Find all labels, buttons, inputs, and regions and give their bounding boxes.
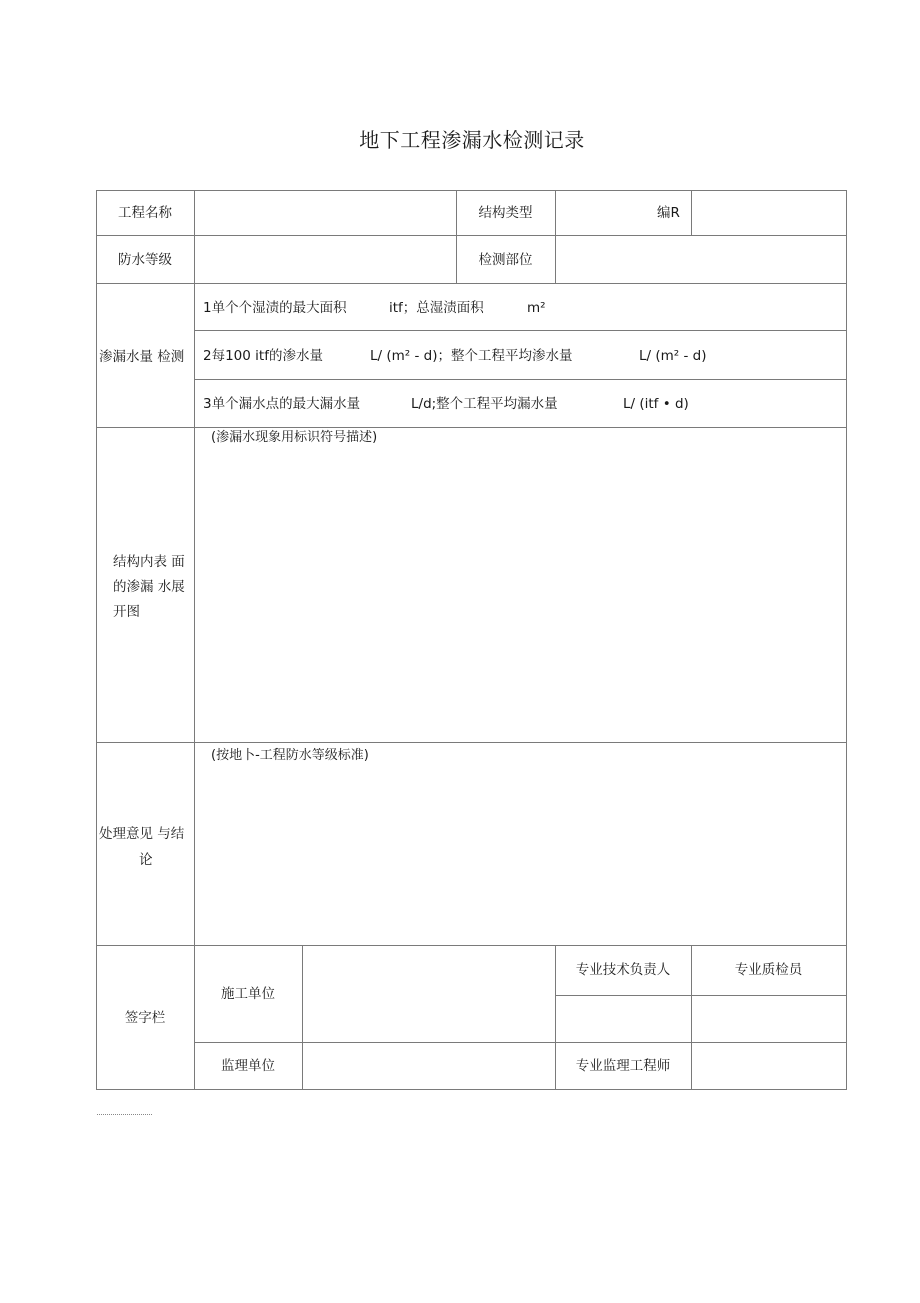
signature-label: 签字栏 xyxy=(124,1010,166,1026)
row-divider xyxy=(96,742,847,743)
supervision-unit-label: 监理单位 xyxy=(221,1058,275,1074)
structure-type-label: 结构类型 xyxy=(478,205,533,221)
surface-map-hint: (渗漏水现象用标识符号描述) xyxy=(211,430,378,445)
opinion-label: 处理意见 与结 xyxy=(99,826,185,842)
code-label: 编R xyxy=(657,205,680,221)
quality-inspector-label: 专业质检员 xyxy=(734,962,803,978)
surface-map-label: 结构内表 面 xyxy=(113,554,185,570)
row-divider xyxy=(96,235,847,236)
construction-unit-label: 施工单位 xyxy=(221,986,275,1002)
surface-map-label: 开图 xyxy=(113,604,140,620)
waterproof-grade-label: 防水等级 xyxy=(118,252,172,268)
leak-row-2-text: L/ (m² - d)；整个工程平均渗水量 xyxy=(370,348,573,364)
table-border-top xyxy=(96,190,847,191)
row-divider xyxy=(96,283,847,284)
supervision-engineer-label: 专业监理工程师 xyxy=(575,1058,671,1074)
leak-row-1-text: itf；总湿渍面积 xyxy=(389,300,484,316)
column-divider xyxy=(555,190,556,284)
column-divider xyxy=(691,190,692,236)
leak-row-3-text: L/d;整个工程平均漏水量 xyxy=(411,396,558,412)
leak-row-1-text: 1单个个湿渍的最大面积 xyxy=(203,300,347,316)
inspection-part-label: 检测部位 xyxy=(478,252,533,268)
row-divider xyxy=(96,945,847,946)
leak-row-3-unit: L/ (itf • d) xyxy=(623,396,689,412)
table-border-left xyxy=(96,190,97,1090)
footnote-separator xyxy=(97,1114,152,1115)
opinion-hint: (按地卜-工程防水等级标准) xyxy=(211,748,369,763)
column-divider xyxy=(194,190,195,1090)
page-title: 地下工程渗漏水检测记录 xyxy=(359,128,585,152)
leak-row-3-text: 3单个漏水点的最大漏水量 xyxy=(203,396,361,412)
table-border-right xyxy=(846,190,847,1090)
column-divider xyxy=(302,945,303,1090)
surface-map-label: 的渗漏 水展 xyxy=(113,579,185,595)
tech-leader-label: 专业技术负责人 xyxy=(575,962,671,978)
row-divider xyxy=(555,995,847,996)
row-divider xyxy=(194,330,847,331)
opinion-label: 论 xyxy=(139,852,153,868)
row-divider xyxy=(194,1042,847,1043)
row-divider xyxy=(194,379,847,380)
table-border-bottom xyxy=(96,1089,847,1090)
row-divider xyxy=(96,427,847,428)
project-name-label: 工程名称 xyxy=(118,205,172,221)
leak-row-1-unit: m² xyxy=(527,300,546,316)
leak-row-2-unit: L/ (m² - d) xyxy=(639,348,707,364)
leak-detection-label: 渗漏水量 检测 xyxy=(99,349,185,365)
leak-row-2-text: 2每100 itf的渗水量 xyxy=(203,348,323,364)
